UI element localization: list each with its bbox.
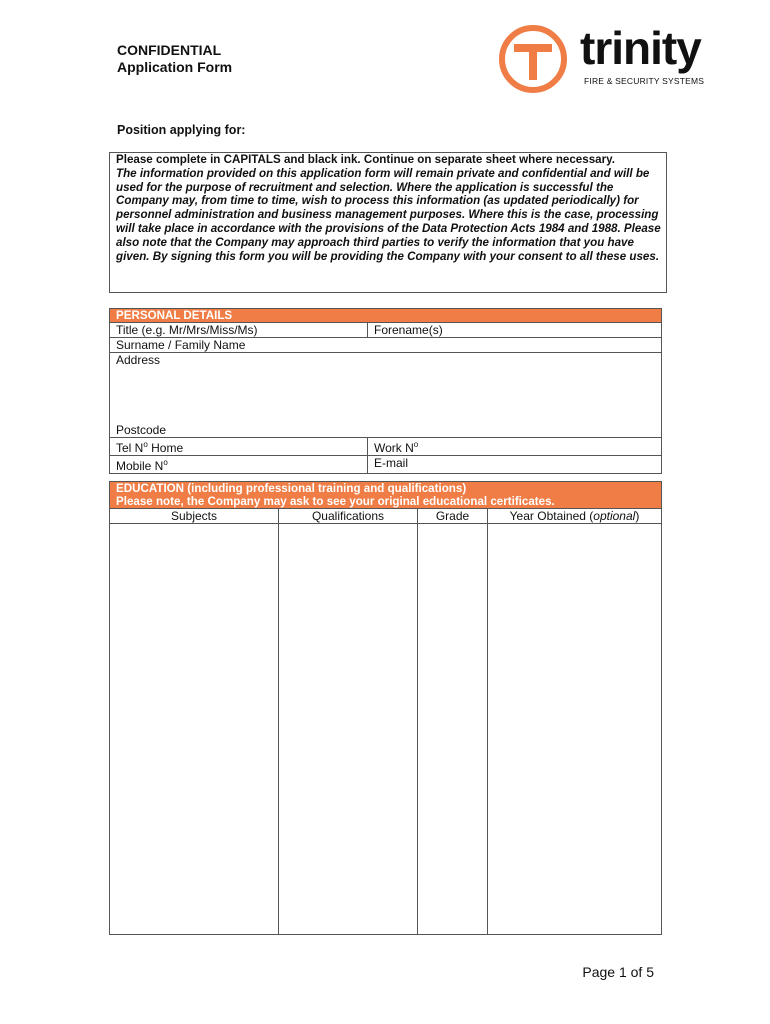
education-table [109,481,662,935]
subjects-header: Subjects [110,509,279,523]
surname-field[interactable]: Surname / Family Name [116,338,246,352]
trinity-logo [498,24,738,94]
page-number: Page 1 of 5 [582,964,654,980]
year-column[interactable] [488,524,661,934]
mobile-label: Mobile N [116,459,164,473]
mobile-field[interactable] [110,456,368,473]
logo-brand: trinity [580,22,701,74]
form-title: Application Form [117,59,233,75]
email-field[interactable]: E-mail [374,456,409,470]
year-header-text: Year Obtained ( [509,509,594,523]
education-column-headers [110,508,661,523]
education-entry-area [110,523,661,934]
tel-home-field[interactable] [110,438,368,455]
personal-details-heading: PERSONAL DETAILS [110,309,661,322]
subjects-column[interactable] [110,524,279,934]
forename-field[interactable]: Forename(s) [374,323,443,337]
address-field[interactable]: Address [116,353,161,367]
mobile-degree: o [163,458,168,467]
title-row [110,322,661,337]
document-header [117,42,232,76]
confidential-label: CONFIDENTIAL [117,42,222,58]
postcode-row [110,423,661,437]
work-degree: o [413,440,419,449]
qualifications-column[interactable] [279,524,418,934]
education-note: Please note, the Company may ask to see your original educational certificates. [110,495,661,508]
title-field[interactable]: Title (e.g. Mr/Mrs/Miss/Ms) [110,323,368,337]
tel-home-degree: o [143,440,148,449]
trinity-emblem-icon [498,24,572,94]
work-field[interactable] [368,438,661,455]
address-row [110,352,661,423]
grade-header: Grade [418,509,488,523]
notice-instruction: Please complete in CAPITALS and black ink. Continue on separate sheet where necessary. [116,153,615,166]
grade-column[interactable] [418,524,488,934]
notice-box [109,152,667,293]
year-header [488,509,661,523]
mobile-row [110,455,661,473]
tel-home-suffix: Home [147,441,184,455]
postcode-field[interactable]: Postcode [116,423,167,437]
tel-home-label: Tel N [116,441,144,455]
logo-tagline: FIRE & SECURITY SYSTEMS [584,76,705,86]
education-heading: EDUCATION (including professional training and qualifications) [110,482,661,495]
tel-row [110,437,661,455]
personal-details-table [109,308,662,474]
year-header-close: ) [635,509,640,523]
surname-row [110,337,661,352]
work-label: Work N [374,441,414,455]
notice-privacy: The information provided on this application form will remain private and confidential and will be used for the purpose of recruitment and selection. Where the application is successful the Company may, from time to time, wish to process this information (as updated periodically) for personnel administration and business management purposes. Where this is the case, processing will take place in accordance with the provisions of the Data Protection Acts 1984 and 1988. Please also note that the Company may approach third parties to verify the information that you have given. By signing this form you will be providing the Company with your consent to all these uses. [116,166,661,263]
year-header-optional: optional [593,509,636,523]
qualifications-header: Qualifications [279,509,418,523]
position-label: Position applying for: [117,123,246,137]
